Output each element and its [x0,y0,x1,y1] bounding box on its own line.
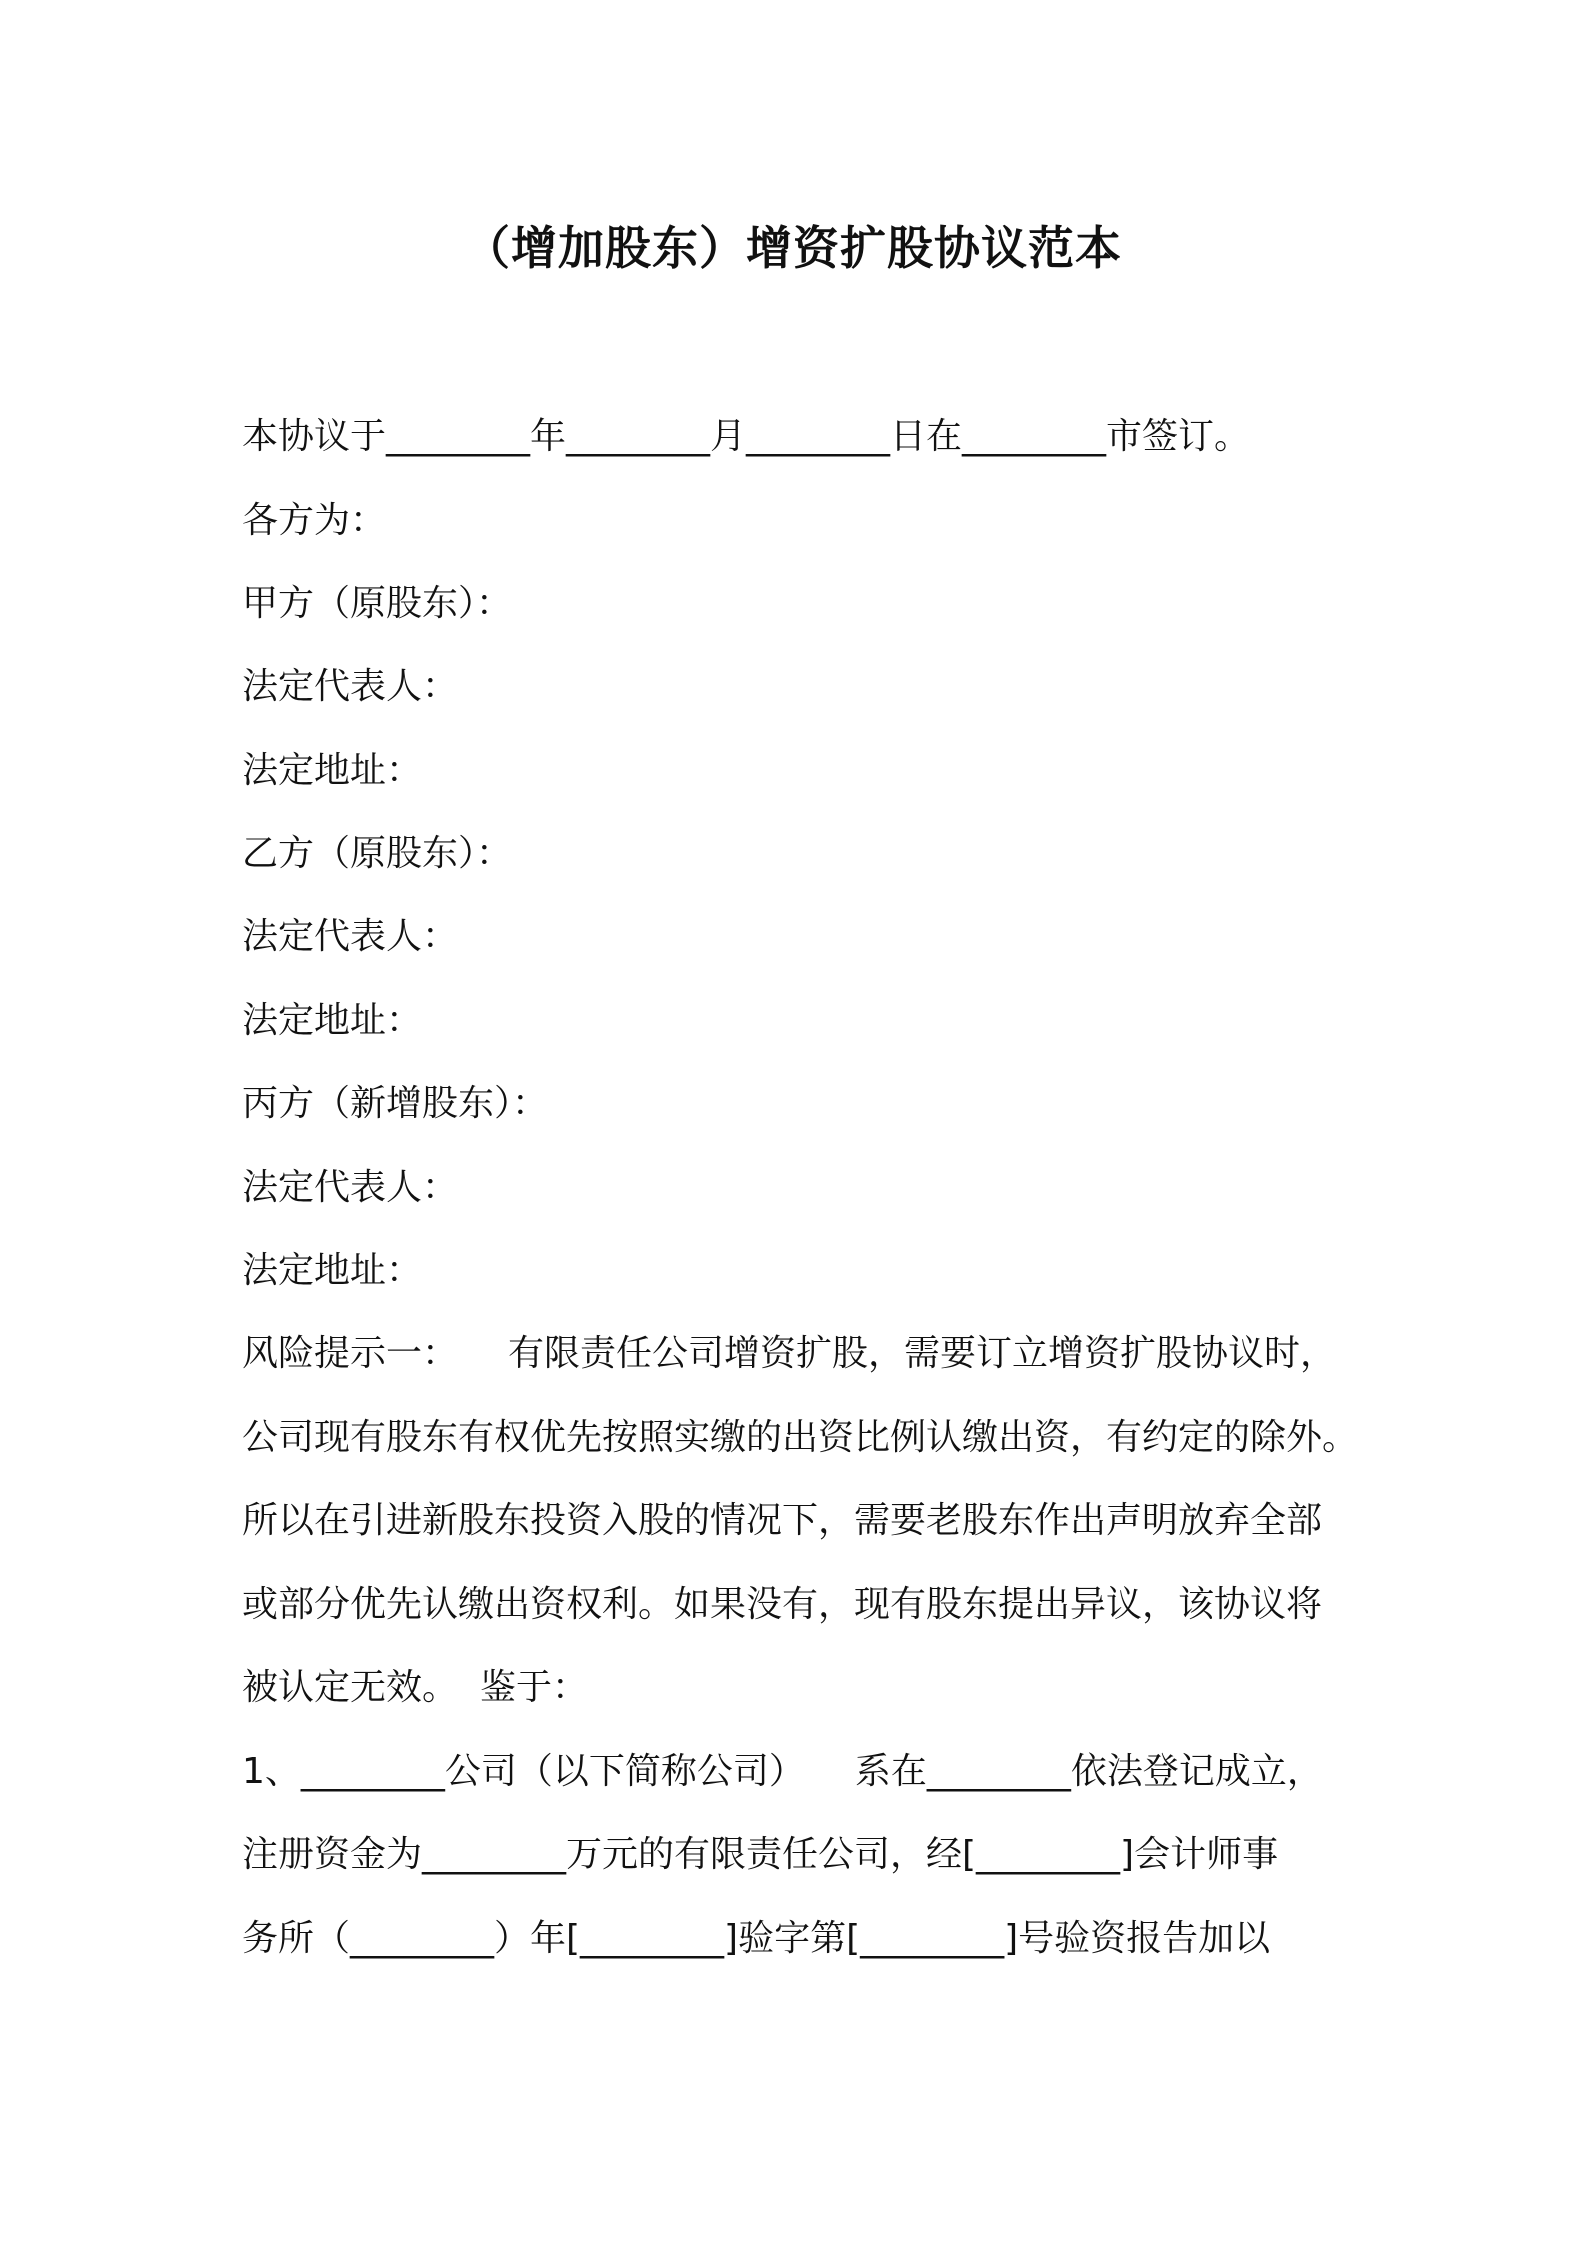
risk-line-2: 公司现有股东有权优先按照实缴的出资比例认缴出资，有约定的除外。 [242,1417,1359,1458]
parties-intro: 各方为： [242,500,387,541]
clause-1-line-1 [242,1748,1323,1796]
clause-1-line-3: 务所（________）年[________]验字第[________]号验资报告加以 [242,1918,1271,1959]
risk-text-5: 被认定无效。 [242,1667,459,1708]
risk-text-1: 有限责任公司增资扩股，需要订立增资扩股协议时， [508,1333,1337,1374]
clause-1-company: 1、________公司（以下简称公司） [242,1751,805,1792]
clause-1-line-2: 注册资金为________万元的有限责任公司，经[________]会计师事 [242,1834,1279,1875]
party-c-address: 法定地址： [242,1250,423,1291]
clause-1-registration: 系在________依法登记成立， [854,1751,1323,1792]
party-b-representative: 法定代表人： [242,916,459,957]
risk-line-4: 或部分优先认缴出资权利。如果没有，现有股东提出异议，该协议将 [242,1584,1323,1625]
party-c-label: 丙方（新增股东）： [242,1083,549,1124]
whereas-label: 鉴于： [480,1667,589,1708]
risk-label: 风险提示一： [242,1333,459,1374]
party-a-label: 甲方（原股东）： [242,583,513,624]
party-b-address: 法定地址： [242,1000,423,1041]
risk-line-5 [242,1664,588,1712]
risk-line-3: 所以在引进新股东投资入股的情况下，需要老股东作出声明放弃全部 [242,1500,1323,1541]
sign-date-line: 本协议于________年________月________日在________市签订。 [242,416,1251,457]
party-b-label: 乙方（原股东）： [242,833,513,874]
party-a-address: 法定地址： [242,750,423,791]
party-c-representative: 法定代表人： [242,1167,459,1208]
risk-line-1 [242,1330,1336,1378]
document-title: （增加股东）增资扩股协议范本 [464,221,1122,275]
party-a-representative: 法定代表人： [242,666,459,707]
